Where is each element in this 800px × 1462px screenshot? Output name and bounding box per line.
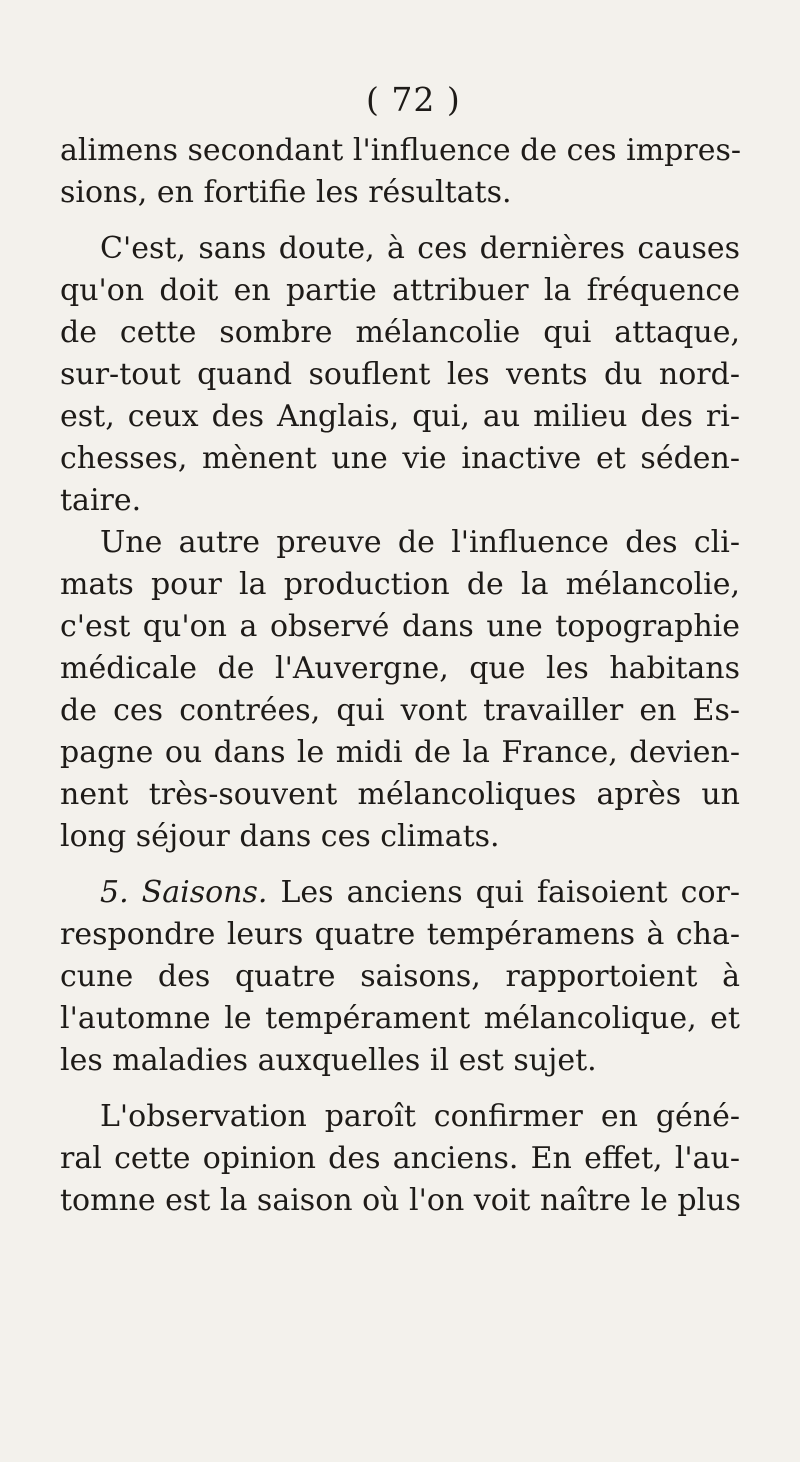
- paragraph-5: [60, 1096, 740, 1222]
- text-line: sions, en fortifie les résultats.: [60, 175, 512, 210]
- text-line: de cette sombre mélancolie qui attaque,: [60, 315, 740, 350]
- text-line: chesses, mènent une vie inactive et séden-: [60, 441, 740, 476]
- text-line: [60, 872, 740, 914]
- text-line: mats pour la production de la mélancolie,: [60, 567, 740, 602]
- text-line: les maladies auxquelles il est sujet.: [60, 1043, 597, 1078]
- text-line: taire.: [60, 483, 142, 518]
- page-number: ( 72 ): [366, 80, 461, 119]
- paragraph-3: [60, 522, 740, 858]
- text-line: long séjour dans ces climats.: [60, 819, 500, 854]
- text-line: l'automne le tempérament mélancolique, et: [60, 1001, 740, 1036]
- text-line: médicale de l'Auvergne, que les habitans: [60, 651, 740, 686]
- paragraph-2: [60, 228, 740, 522]
- text-line: C'est, sans doute, à ces dernières causes: [100, 231, 740, 266]
- text-line: nent très-souvent mélancoliques après un: [60, 777, 740, 812]
- paragraph-1: [60, 130, 740, 214]
- text-line: ral cette opinion des anciens. En effet, l'au-: [60, 1141, 740, 1176]
- text-run: Les anciens qui faisoient cor-: [280, 875, 740, 910]
- text-line: respondre leurs quatre tempéramens à cha-: [60, 917, 740, 952]
- text-line: de ces contrées, qui vont travailler en Es-: [60, 693, 740, 728]
- text-line: qu'on doit en partie attribuer la fréquence: [60, 273, 740, 308]
- text-line: pagne ou dans le midi de la France, devien-: [60, 735, 740, 770]
- text-line: Une autre preuve de l'influence des cli-: [100, 525, 740, 560]
- paragraph-4: [60, 872, 740, 1082]
- text-line: cune des quatre saisons, rapportoient à: [60, 959, 740, 994]
- text-line: tomne est la saison où l'on voit naître le plus: [60, 1183, 741, 1218]
- text-line: c'est qu'on a observé dans une topographie: [60, 609, 740, 644]
- text-line: est, ceux des Anglais, qui, au milieu des ri-: [60, 399, 740, 434]
- text-line: alimens secondant l'influence de ces impres-: [60, 133, 741, 168]
- section-heading: 5. Saisons.: [100, 875, 268, 910]
- body-text: [60, 130, 740, 1222]
- text-line: sur-tout quand souflent les vents du nord-: [60, 357, 740, 392]
- text-line: L'observation paroît confirmer en géné-: [100, 1099, 740, 1134]
